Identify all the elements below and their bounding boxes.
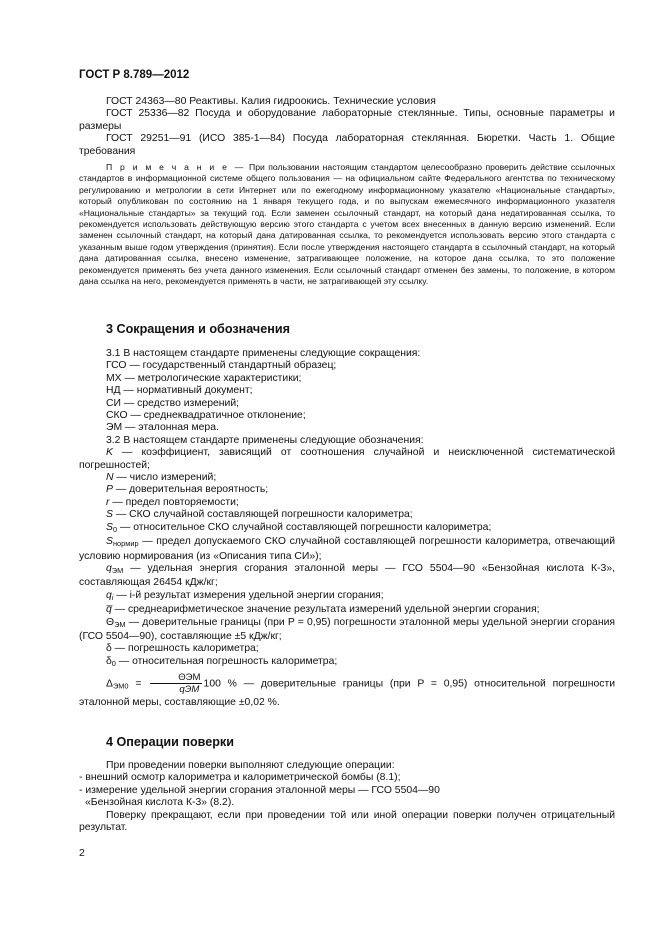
abbr-item: НД — нормативный документ; <box>106 385 253 397</box>
symbol-q-bar: q̅ — среднеарифметическое значение результата измерений удельной энергии сгорания; <box>106 604 540 616</box>
abbr-item: ЭМ — эталонная мера. <box>106 422 219 434</box>
symbol-S: S — СКО случайной составляющей погрешности калориметра; <box>106 509 413 521</box>
section-3-title: 3 Сокращения и обозначения <box>106 322 290 336</box>
symbol-delta-0: $\delta_0$ — относительная погрешность калориметра; <box>106 655 338 668</box>
note-label: П р и м е ч а н и е — <box>106 162 246 172</box>
reference-gost-24363: ГОСТ 24363—80 Реактивы. Калия гидроокись. Технические условия <box>106 96 436 107</box>
symbol-N: N — число измерений; <box>106 472 217 484</box>
note-text: При пользовании настоящим стандартом целесообразно проверить действие ссылочных стандартов в информационной системе общего пользования — на официальном сайте Федерального агентства по техническому регулированию и метрологии в сети Интернет или по ежегодному информационному указателю «Национальные стандарты», который опубликован по состоянию на 1 января текущего года, и по выпускам ежемесячного информационного указателя «Национальные стандарты» за текущий год. Если заменен ссылочный стандарт, на который дана недатированная ссылка, то рекомендуется использовать действующую версию этого стандарта с учетом всех внесенных в данную версию изменений. Если заменен ссылочный стандарт, на который дана датированная ссылка, то рекомендуется использовать версию этого стандарта с указанным выше годом утверждения (принятия). Если после утверждения настоящего стандарта в ссылочный стандарт, на который дана датированная ссылка, внесено изменение, затрагивающее положение, на которое дана ссылка, то это положение рекомендуется применять без учета данного изменения. Если ссылочный стандарт отменен без замены, то положение, в котором дана ссылка на него, рекомендуется применять в части, не затрагивающей эту ссылку. <box>79 162 616 287</box>
section-4-intro: При проведении поверки выполняют следующие операции: <box>106 760 395 771</box>
abbr-item: СИ — средство измерений; <box>106 397 240 409</box>
symbol-S-normir: $S_{нормир}$ — предел допускаемого СКО случайной составляющей погрешности калориметра, отвечающий условию нормирования (из «Описания типа СИ»); <box>79 536 615 562</box>
symbol-S0: $S_0$ — относительное СКО случайной составляющей погрешности калориметра; <box>106 521 492 534</box>
operation-item: - измерение удельной энергии сгорания эталонной меры — ГСО 5504—90 <box>79 784 440 796</box>
symbol-q-em: $q_{ЭМ}$ — удельная энергия сгорания эталонной меры — ГСО 5504—90 «Бензойная кислота К-3», составляющая 26454 кДж/кг; <box>79 562 615 589</box>
operation-item: - внешний осмотр калориметра и калориметрической бомбы (8.1); <box>79 772 401 784</box>
references-list <box>79 96 615 158</box>
note-paragraph <box>79 162 615 287</box>
section-4-title: 4 Операции поверки <box>106 735 234 749</box>
document-header: ГОСТ Р 8.789—2012 <box>79 69 190 81</box>
reference-gost-25336: ГОСТ 25336—82 Посуда и оборудование лабораторные стеклянные. Типы, основные параметры и размеры <box>79 108 615 132</box>
symbol-r: r — предел повторяемости; <box>106 496 239 508</box>
abbr-item: ГСО — государственный стандартный образец; <box>106 360 337 372</box>
symbol-q-i: $q_i$ — i-й результат измерения удельной энергии сгорания; <box>106 589 384 602</box>
reference-gost-29251: ГОСТ 29251—91 (ИСО 385-1—84) Посуда лабораторная стеклянная. Бюретки. Часть 1. Общие требования <box>79 133 615 157</box>
symbol-delta: δ — погрешность калориметра; <box>106 643 259 655</box>
abbr-item: МХ — метрологические характеристики; <box>106 372 302 384</box>
formula-fraction: $\frac{\text{ΘЭМ}}{\text{qЭМ}}$ <box>150 672 201 695</box>
symbol-P: P — доверительная вероятность; <box>106 484 269 496</box>
clause-3-2: 3.2 В настоящем стандарте применены следующие обозначения: <box>106 434 424 446</box>
section-4-conclusion: Поверку прекращают, если при проведении той или иной операции поверки получен отрицательный результат. <box>79 809 615 834</box>
clause-3-1: 3.1 В настоящем стандарте применены следующие сокращения: <box>106 348 421 359</box>
section-3-body <box>79 348 615 711</box>
symbol-K: K — коэффициент, зависящий от соотношения случайной и неисключенной систематической погрешностей; <box>79 447 615 471</box>
abbr-item: СКО — среднеквадратичное отклонение; <box>106 410 306 422</box>
section-4-body <box>79 760 615 834</box>
operation-item-continued: «Бензойная кислота К-3» (8.2). <box>85 797 235 809</box>
symbol-theta-em: $\Theta_{ЭМ}$ — доверительные границы (при P = 0,95) погрешности эталонной меры удельной энергии сгорания (ГСО 5504—90), составляющие ±5 кДж/кг; <box>79 616 615 642</box>
page-number: 2 <box>79 848 85 859</box>
symbol-delta-em0: $\Delta_{ЭМ0}$ = $\frac{\text{ΘЭМ}}{\text{qЭМ}}$ 100 % — доверительные границы (при P = 0,95) относительной погрешности эталонной меры, составляющие ±0,02 %. <box>79 672 616 709</box>
